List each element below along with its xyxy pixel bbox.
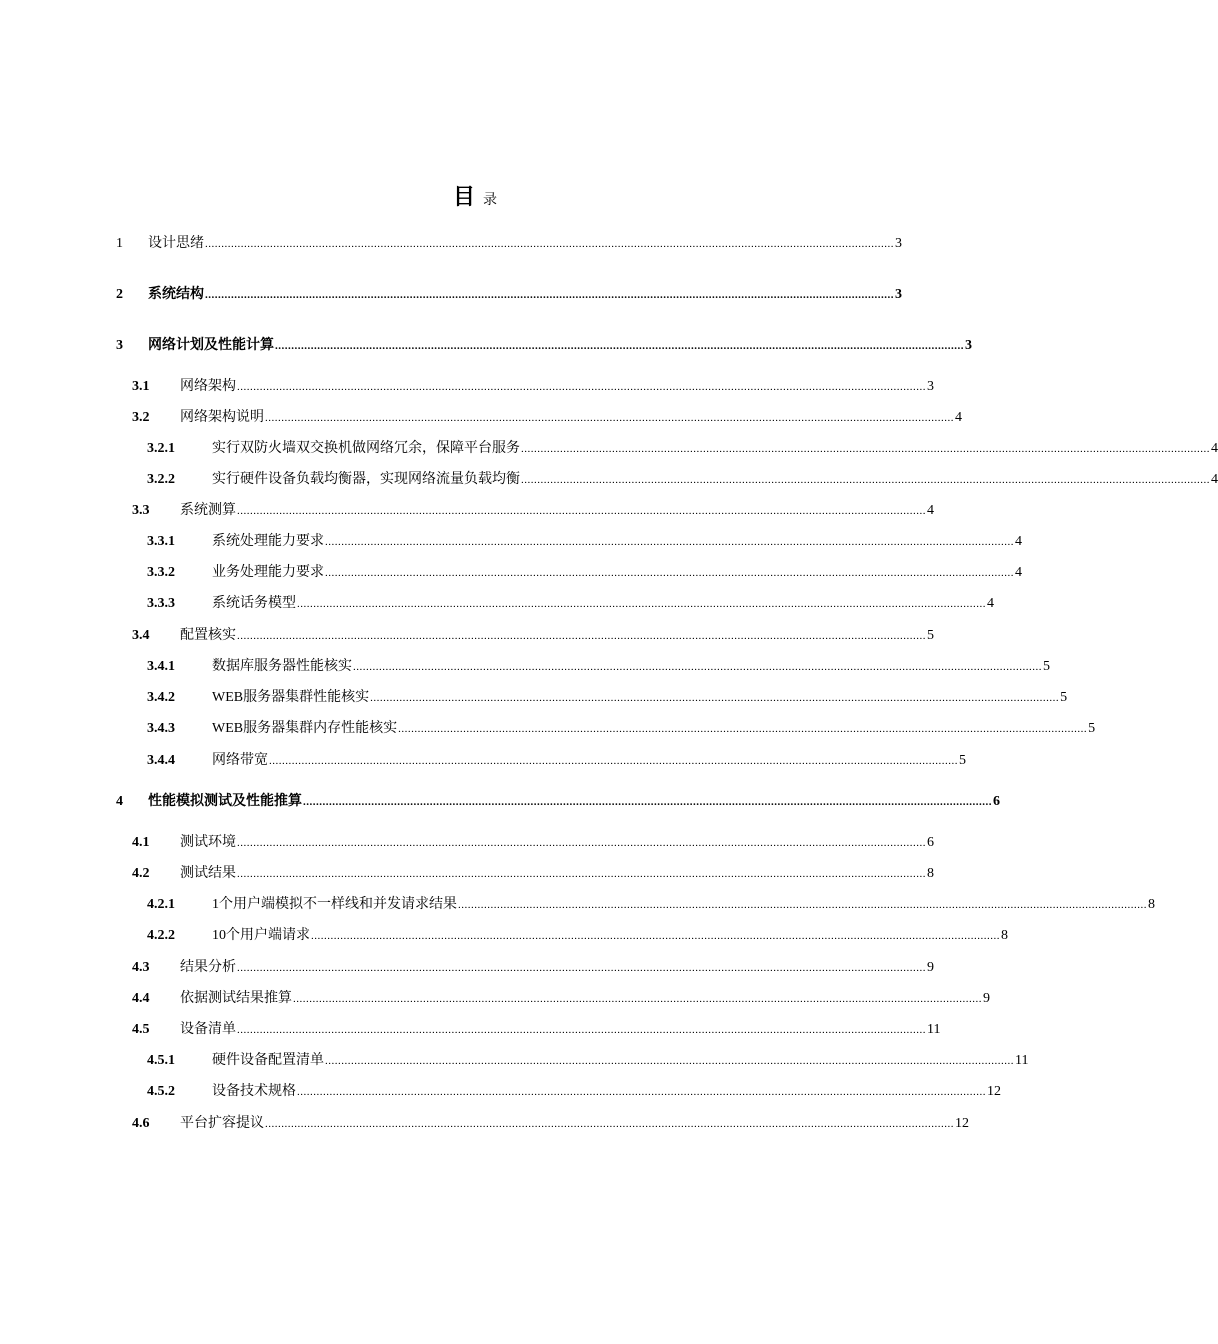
toc-leader-dots: ....................................................................................................................................................................................................................	[521, 443, 1210, 455]
toc-entry-line	[212, 719, 1096, 739]
toc-entry-title: 实行硬件设备负载均衡器，实现网络流量负载均衡	[212, 472, 520, 487]
toc-entry-line	[212, 1082, 1001, 1102]
toc-entry-number: 3.3.1	[147, 534, 175, 549]
toc-entry-number: 3.4.1	[147, 659, 175, 674]
toc-leader-dots: ....................................................................................................................................................................................................................	[237, 962, 926, 974]
toc-entry-number: 3.4.2	[147, 690, 175, 705]
toc-entry-page: 5	[959, 753, 966, 768]
toc-entry-number: 4.3	[132, 960, 150, 975]
toc-entry-title: 10个用户端请求	[212, 928, 310, 943]
toc-entry-title: WEB服务器集群内存性能核实	[212, 721, 398, 736]
toc-leader-dots: ....................................................................................................................................................................................................................	[297, 1086, 986, 1098]
toc-entry-title: 设备清单	[180, 1022, 236, 1037]
toc-entry-number: 1	[116, 236, 123, 251]
toc-entry-title: WEB服务器集群性能核实	[212, 690, 370, 705]
toc-entry-line	[180, 408, 962, 428]
toc-entry-line	[180, 1020, 941, 1040]
toc-entry[interactable]	[0, 439, 1218, 459]
toc-entry-page: 12	[955, 1116, 969, 1131]
toc-entry[interactable]	[0, 926, 1008, 946]
toc-entry-page: 3	[895, 236, 902, 251]
toc-entry-title: 1个用户端模拟不一样线和并发请求结果	[212, 897, 457, 912]
toc-entry-number: 4.2	[132, 866, 150, 881]
toc-entry-page: 9	[927, 960, 934, 975]
toc-entry-title: 结果分析	[180, 960, 236, 975]
toc-entry-page: 9	[983, 991, 990, 1006]
toc-entry-number: 3.2.1	[147, 441, 175, 456]
toc-entry-line	[180, 501, 934, 521]
toc-entry-line	[180, 864, 934, 884]
toc-entry-line	[212, 751, 966, 771]
toc-entry-page: 11	[1015, 1053, 1029, 1068]
toc-entry-page: 4	[1015, 534, 1022, 549]
toc-leader-dots: ....................................................................................................................................................................................................................	[303, 796, 992, 808]
toc-entry[interactable]	[0, 688, 1068, 708]
toc-entry-line	[212, 439, 1218, 459]
toc-entry-title: 数据库服务器性能核实	[212, 659, 352, 674]
toc-entry-line	[212, 688, 1068, 708]
toc-entry-number: 4	[116, 794, 123, 809]
toc-entry-number: 3.2.2	[147, 472, 175, 487]
toc-heading	[0, 180, 950, 211]
toc-leader-dots: ....................................................................................................................................................................................................................	[205, 289, 894, 301]
toc-heading-sub: 录	[483, 193, 497, 208]
toc-entry-number: 3.2	[132, 410, 150, 425]
toc-entry[interactable]	[0, 1114, 969, 1134]
toc-entry-page: 6	[993, 794, 1000, 809]
toc-leader-dots: ....................................................................................................................................................................................................................	[325, 1055, 1014, 1067]
toc-entry-page: 3	[965, 338, 972, 353]
toc-entry-title: 网络架构	[180, 379, 236, 394]
toc-entry-number: 4.2.2	[147, 928, 175, 943]
toc-leader-dots: ....................................................................................................................................................................................................................	[265, 412, 954, 424]
toc-entry-number: 3.1	[132, 379, 150, 394]
toc-entry-line	[180, 1114, 969, 1134]
toc-leader-dots: ....................................................................................................................................................................................................................	[370, 692, 1060, 704]
toc-entry[interactable]	[0, 532, 1022, 552]
toc-entry[interactable]	[0, 470, 1218, 490]
toc-entry-title: 网络带宽	[212, 753, 268, 768]
toc-entry[interactable]	[0, 377, 950, 397]
toc-entry-number: 3.4.3	[147, 721, 175, 736]
toc-entry-title: 测试环境	[180, 835, 236, 850]
toc-leader-dots: ....................................................................................................................................................................................................................	[398, 723, 1088, 735]
toc-entry-number: 4.5.1	[147, 1053, 175, 1068]
toc-entry-line	[180, 833, 934, 853]
toc-entry-page: 5	[927, 628, 934, 643]
toc-entry-number: 3.3	[132, 503, 150, 518]
toc-entry-number: 3.3.2	[147, 565, 175, 580]
toc-entry-title: 设备技术规格	[212, 1084, 296, 1099]
toc-entry[interactable]	[0, 408, 962, 428]
toc-leader-dots: ....................................................................................................................................................................................................................	[275, 340, 964, 352]
toc-leader-dots: ....................................................................................................................................................................................................................	[353, 661, 1042, 673]
toc-entry-title: 系统测算	[180, 503, 236, 518]
toc-entry-page: 4	[1015, 565, 1022, 580]
toc-leader-dots: ....................................................................................................................................................................................................................	[237, 630, 926, 642]
toc-entry[interactable]	[0, 895, 1155, 915]
toc-entry-page: 12	[987, 1084, 1001, 1099]
toc-entry-title: 实行双防火墙双交换机做网络冗余，保障平台服务	[212, 441, 520, 456]
toc-entry-number: 4.1	[132, 835, 150, 850]
toc-entry-page: 8	[927, 866, 934, 881]
toc-entry-number: 3.3.3	[147, 596, 175, 611]
toc-leader-dots: ....................................................................................................................................................................................................................	[237, 505, 926, 517]
toc-entry-page: 5	[1060, 690, 1068, 705]
toc-entry-page: 5	[1088, 721, 1096, 736]
toc-leader-dots: ....................................................................................................................................................................................................................	[325, 536, 1014, 548]
toc-entry-line	[212, 594, 994, 614]
toc-entry-page: 3	[895, 287, 902, 302]
toc-entry-title: 设计思绪	[148, 236, 204, 251]
toc-entry-line	[180, 626, 934, 646]
toc-entry-number: 3.4	[132, 628, 150, 643]
toc-entry-line	[212, 1051, 1029, 1071]
toc-entry[interactable]	[0, 719, 1096, 739]
toc-entry[interactable]	[0, 234, 950, 254]
toc-entry-number: 4.2.1	[147, 897, 175, 912]
toc-entry[interactable]	[0, 285, 950, 305]
toc-entry-line	[212, 563, 1022, 583]
toc-entry-line	[148, 336, 972, 356]
toc-entry-title: 系统处理能力要求	[212, 534, 324, 549]
toc-entry-number: 4.6	[132, 1116, 150, 1131]
toc-entry[interactable]	[0, 833, 950, 853]
toc-leader-dots: ....................................................................................................................................................................................................................	[293, 993, 982, 1005]
toc-entry-number: 4.5	[132, 1022, 150, 1037]
toc-entry-page: 8	[1001, 928, 1008, 943]
toc-entry-page: 3	[927, 379, 934, 394]
toc-entry[interactable]	[0, 594, 994, 614]
toc-entry-line	[212, 532, 1022, 552]
toc-entry-title: 平台扩容提议	[180, 1116, 264, 1131]
toc-entry-page: 6	[927, 835, 934, 850]
toc-entry-line	[180, 958, 934, 978]
toc-entry-title: 网络计划及性能计算	[148, 338, 274, 353]
toc-entry-number: 4.5.2	[147, 1084, 175, 1099]
toc-entry-title: 性能模拟测试及性能推算	[148, 794, 302, 809]
toc-entry[interactable]	[0, 563, 1022, 583]
toc-entry-number: 3	[116, 338, 123, 353]
toc-leader-dots: ....................................................................................................................................................................................................................	[325, 567, 1014, 579]
toc-entry[interactable]	[0, 792, 1000, 812]
toc-entry[interactable]	[0, 336, 972, 356]
toc-entry-page: 4	[1211, 441, 1218, 456]
toc-entry[interactable]	[0, 657, 1050, 677]
toc-leader-dots: ....................................................................................................................................................................................................................	[458, 899, 1147, 911]
toc-leader-dots: ....................................................................................................................................................................................................................	[269, 755, 958, 767]
toc-leader-dots: ....................................................................................................................................................................................................................	[237, 837, 926, 849]
toc-entry-title: 系统结构	[148, 287, 204, 302]
toc-entry-line	[148, 792, 1000, 812]
toc-leader-dots: ....................................................................................................................................................................................................................	[237, 868, 926, 880]
toc-entry-title: 系统话务模型	[212, 596, 296, 611]
toc-entry-line	[180, 377, 934, 397]
toc-heading-main: 目	[452, 184, 475, 209]
toc-entry-page: 4	[955, 410, 962, 425]
toc-entry[interactable]	[0, 501, 950, 521]
toc-entry-page: 4	[987, 596, 994, 611]
toc-entry-title: 测试结果	[180, 866, 236, 881]
toc-entry-line	[148, 285, 902, 305]
toc-entry-title: 网络架构说明	[180, 410, 264, 425]
toc-entry-number: 2	[116, 287, 123, 302]
toc-entry[interactable]	[0, 1082, 1001, 1102]
toc-leader-dots: ....................................................................................................................................................................................................................	[265, 1118, 954, 1130]
toc-entry[interactable]	[0, 958, 950, 978]
toc-entry-number: 3.4.4	[147, 753, 175, 768]
toc-leader-dots: ....................................................................................................................................................................................................................	[311, 930, 1000, 942]
toc-entry-line	[212, 470, 1218, 490]
toc-entry-number: 4.4	[132, 991, 150, 1006]
toc-entry-page: 4	[927, 503, 934, 518]
toc-leader-dots: ....................................................................................................................................................................................................................	[237, 1024, 926, 1036]
toc-entry-title: 硬件设备配置清单	[212, 1053, 324, 1068]
toc-entry-line	[212, 657, 1050, 677]
toc-entry-line	[180, 989, 990, 1009]
toc-entry[interactable]	[0, 864, 950, 884]
toc-leader-dots: ....................................................................................................................................................................................................................	[237, 381, 926, 393]
toc-entry[interactable]	[0, 751, 966, 771]
toc-entry[interactable]	[0, 1051, 1029, 1071]
toc-entry-page: 11	[927, 1022, 941, 1037]
toc-entry[interactable]	[0, 626, 950, 646]
toc-entry-title: 依据测试结果推算	[180, 991, 292, 1006]
toc-leader-dots: ....................................................................................................................................................................................................................	[205, 238, 894, 250]
toc-entry-title: 配置核实	[180, 628, 236, 643]
toc-entry-page: 5	[1043, 659, 1050, 674]
toc-entry-page: 8	[1148, 897, 1155, 912]
toc-leader-dots: ....................................................................................................................................................................................................................	[297, 598, 986, 610]
toc-entry-title: 业务处理能力要求	[212, 565, 324, 580]
toc-entry-line	[212, 895, 1155, 915]
toc-entry-line	[148, 234, 902, 254]
toc-entry[interactable]	[0, 989, 990, 1009]
toc-entry-line	[212, 926, 1008, 946]
toc-entry[interactable]	[0, 1020, 950, 1040]
toc-entry-page: 4	[1211, 472, 1218, 487]
toc-leader-dots: ....................................................................................................................................................................................................................	[521, 474, 1210, 486]
